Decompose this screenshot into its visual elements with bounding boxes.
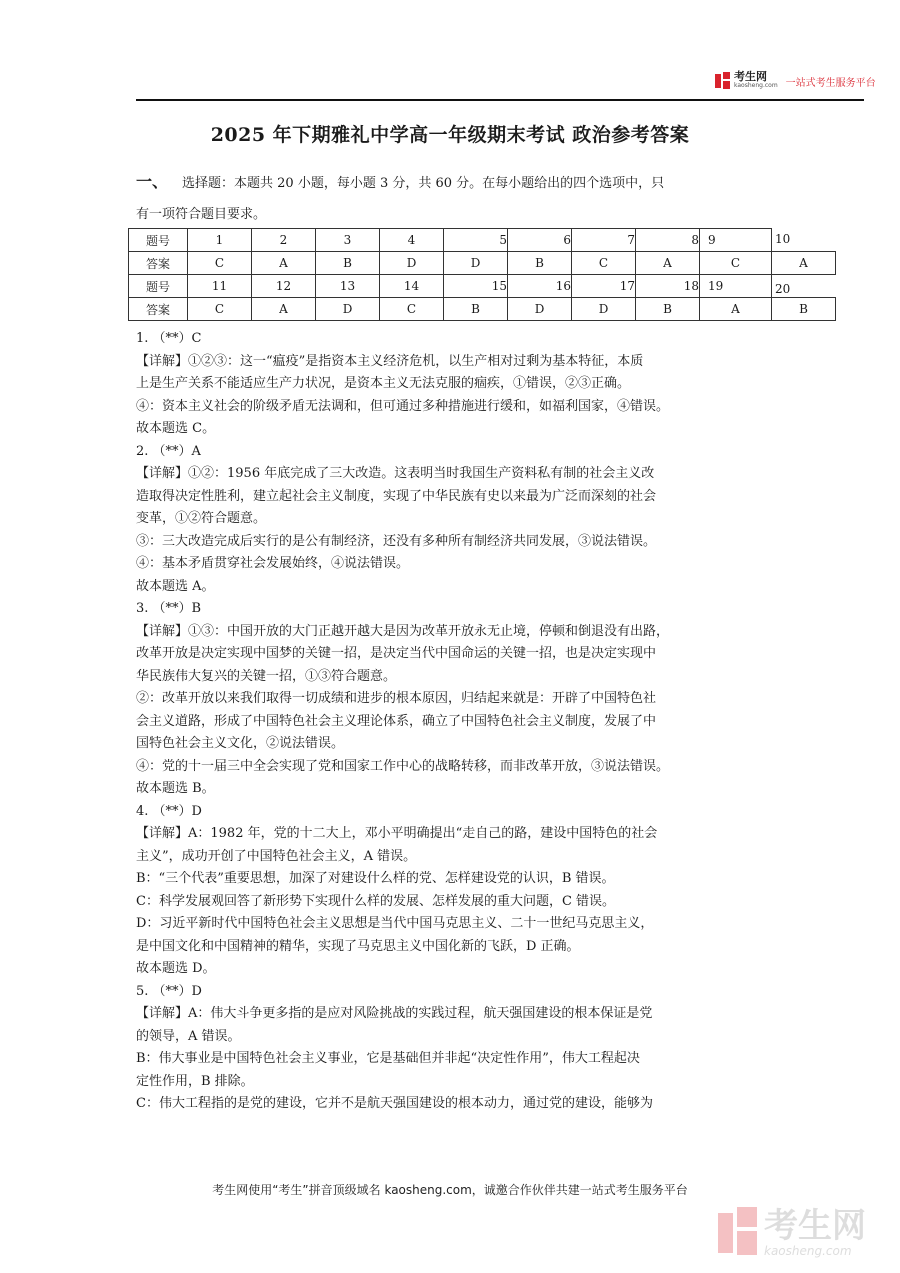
table-cell: B: [508, 252, 572, 275]
table-cell: 13: [316, 275, 380, 298]
text-line: C：科学发展观回答了新形势下实现什么样的发展、怎样发展的重大问题，C 错误。: [136, 893, 616, 909]
text-line: 2. （**）A: [136, 443, 201, 459]
watermark-cn: 考生网: [764, 1206, 866, 1246]
table-cell: D: [508, 298, 572, 321]
text-line: ④：基本矛盾贯穿社会发展始终，④说法错误。: [136, 556, 410, 571]
text-line: ③：三大改造完成后实行的是公有制经济，还没有多种所有制经济共同发展，③说法错误。: [136, 533, 657, 549]
table-cell: B: [636, 298, 700, 321]
text-line: 主义”，成功开创了中国特色社会主义，A 错误。: [136, 848, 417, 864]
text-line: 会主义道路，形成了中国特色社会主义理论体系，确立了中国特色社会主义制度，发展了中: [136, 713, 657, 729]
table-cell: C: [700, 252, 772, 275]
text-line: 4. （**）D: [136, 803, 202, 819]
table-cell: 1: [188, 229, 252, 252]
text-line: 上是生产关系不能适应生产力状况，是资本主义无法克服的痼疾，①错误，②③正确。: [136, 376, 631, 391]
header-slogan: 一站式考生服务平台: [785, 77, 876, 89]
section-instructions: 选择题：本题共 20 小题，每小题 3 分，共 60 分。在每小题给出的四个选项中，只: [182, 176, 665, 191]
watermark: [718, 1207, 866, 1259]
text-line: ②：改革开放以来我们取得一切成绩和进步的根本原因，归结起来就是：开辟了中国特色社: [136, 691, 657, 706]
answer-table: [128, 228, 836, 321]
text-line: 变革，①②符合题意。: [136, 511, 267, 526]
text-line: 是中国文化和中国精神的精华，实现了马克思主义中国化新的飞跃，D 正确。: [136, 938, 580, 954]
table-cell: B: [444, 298, 508, 321]
text-line: 故本题选 A。: [136, 578, 215, 594]
text-line: 定性作用，B 排除。: [136, 1073, 254, 1089]
table-cell: 8: [636, 229, 700, 252]
page-title: 2025 年下期雅礼中学高一年级期末考试 政治参考答案: [210, 124, 690, 146]
table-overflow-number: 20: [775, 282, 791, 296]
text-line: 【详解】①②：1956 年底完成了三大改造。这表明当时我国生产资料私有制的社会主义改: [136, 466, 655, 481]
table-cell: 4: [380, 229, 444, 252]
table-cell: 15: [444, 275, 508, 298]
table-cell: A: [700, 298, 772, 321]
text-line: 故本题选 D。: [136, 961, 216, 976]
section-instructions-cont: 有一项符合题目要求。: [136, 207, 267, 222]
table-cell: 6: [508, 229, 572, 252]
row-label-question: 题号: [129, 229, 188, 252]
text-line: 【详解】A：1982 年，党的十二大上，邓小平明确提出“走自己的路，建设中国特色的社会: [136, 826, 658, 841]
table-cell: 19: [700, 275, 772, 298]
table-cell: 14: [380, 275, 444, 298]
page-footer: 考生网使用“考生”拼音顶级域名 kaosheng.com，诚邀合作伙伴共建一站式考生服务平台: [212, 1183, 688, 1197]
watermark-text: [764, 1208, 866, 1258]
section-number: 一、: [136, 172, 169, 191]
logo-cn: 考生网: [734, 70, 767, 83]
text-line: C：伟大工程指的是党的建设，它并不是航天强国建设的根本动力，通过党的建设，能够为: [136, 1096, 653, 1111]
table-row: [129, 275, 836, 298]
table-cell: C: [572, 252, 636, 275]
table-cell: A: [772, 252, 836, 275]
text-line: 故本题选 B。: [136, 781, 215, 796]
watermark-en: kaosheng.com: [764, 1244, 852, 1258]
table-overflow-number: 10: [775, 232, 791, 246]
text-line: 改革开放是决定实现中国梦的关键一招，是决定当代中国命运的关键一招，也是决定实现中: [136, 646, 657, 661]
table-cell: C: [188, 298, 252, 321]
table-cell: D: [316, 298, 380, 321]
text-line: 【详解】①②③：这一“瘟疫”是指资本主义经济危机，以生产相对过剩为基本特征，本质: [136, 353, 644, 369]
table-row: [129, 252, 836, 275]
watermark-logo-icon: [718, 1207, 758, 1259]
table-cell: A: [252, 298, 316, 321]
text-line: 1. （**）C: [136, 331, 202, 346]
table-cell: 18: [636, 275, 700, 298]
table-cell: 9: [700, 229, 772, 252]
table-cell: A: [636, 252, 700, 275]
table-cell: 5: [444, 229, 508, 252]
text-line: 国特色社会主义文化，②说法错误。: [136, 736, 345, 751]
logo-en: kaosheng.com: [734, 82, 778, 89]
text-line: 3. （**）B: [136, 601, 202, 616]
text-line: ④：资本主义社会的阶级矛盾无法调和，但可通过多种措施进行缓和，如福利国家，④错误。: [136, 398, 670, 414]
text-line: B：伟大事业是中国特色社会主义事业，它是基础但并非起“决定性作用”，伟大工程起决: [136, 1051, 640, 1066]
text-line: 【详解】A：伟大斗争更多指的是应对风险挑战的实践过程，航天强国建设的根本保证是党: [136, 1006, 653, 1021]
logo-text: [734, 72, 778, 90]
text-line: 5. （**）D: [136, 983, 202, 999]
text-line: B：“三个代表”重要思想，加深了对建设什么样的党、怎样建设党的认识，B 错误。: [136, 871, 615, 886]
text-line: 的领导，A 错误。: [136, 1028, 241, 1044]
table-cell: 3: [316, 229, 380, 252]
table-cell: 2: [252, 229, 316, 252]
text-line: 故本题选 C。: [136, 421, 216, 436]
table-row: [129, 229, 836, 252]
header-logo: [715, 71, 876, 91]
section-heading: [136, 172, 664, 194]
text-line: ④：党的十一届三中全会实现了党和国家工作中心的战略转移，而非改革开放，③说法错误。: [136, 758, 670, 774]
table-cell: 17: [572, 275, 636, 298]
table-cell: B: [772, 298, 836, 321]
row-label-question: 题号: [129, 275, 188, 298]
row-label-answer: 答案: [129, 252, 188, 275]
table-cell: C: [188, 252, 252, 275]
header-divider: [136, 99, 864, 101]
table-cell: C: [380, 298, 444, 321]
row-label-answer: 答案: [129, 298, 188, 321]
table-cell: 16: [508, 275, 572, 298]
text-line: 华民族伟大复兴的关键一招，①③符合题意。: [136, 668, 397, 684]
table-row: [129, 298, 836, 321]
table-cell: 11: [188, 275, 252, 298]
answer-explanations: [136, 328, 786, 1116]
table-cell: D: [380, 252, 444, 275]
table-cell: 7: [572, 229, 636, 252]
table-cell: D: [572, 298, 636, 321]
text-line: 【详解】①③：中国开放的大门正越开越大是因为改革开放永无止境，停顿和倒退没有出路，: [136, 623, 670, 639]
kaosheng-logo-icon: [715, 72, 731, 90]
table-cell: D: [444, 252, 508, 275]
table-cell: 12: [252, 275, 316, 298]
table-cell: A: [252, 252, 316, 275]
text-line: 造取得决定性胜利，建立起社会主义制度，实现了中华民族有史以来最为广泛而深刻的社会: [136, 488, 657, 504]
text-line: D：习近平新时代中国特色社会主义思想是当代中国马克思主义、二十一世纪马克思主义，: [136, 916, 654, 931]
table-cell: B: [316, 252, 380, 275]
